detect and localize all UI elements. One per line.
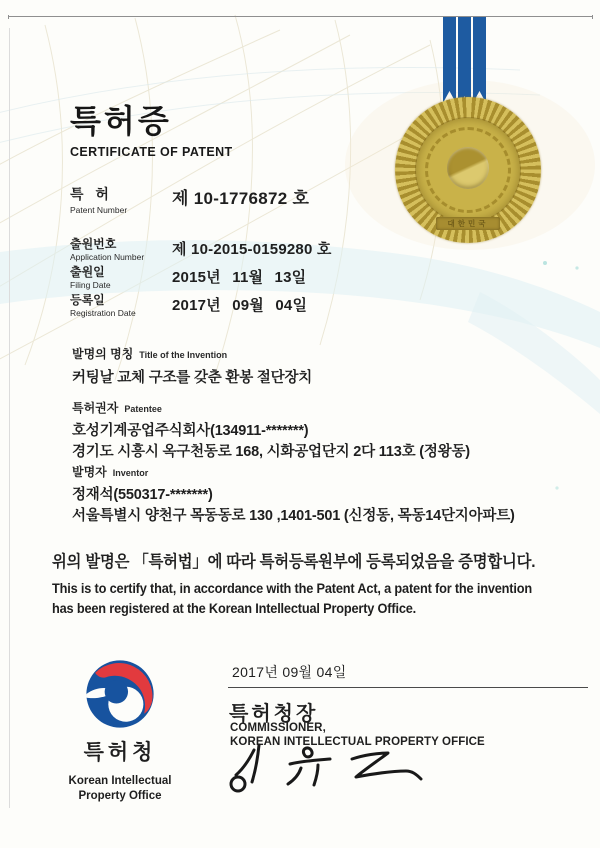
patent-number-label [70,184,127,215]
invention-title: 커팅날 교체 구조를 갖춘 환봉 절단장치 [72,370,313,386]
statement-ko: 위의 발명은 「특허법」에 따라 특허등록원부에 등록되었음을 증명합니다. [52,553,536,571]
patentee-label [72,399,470,416]
patentee-label-en: Patentee [124,404,162,414]
filing-date-label-ko: 출원일 [70,265,105,279]
scan-left-edge [9,28,10,808]
registration-date-label-en: Registration Date [70,308,136,318]
certificate-title-ko: 특허증 [70,103,172,139]
ribbon-stripe [458,17,471,109]
patent-number-value: 제 10-1776872 호 [172,189,310,208]
invention-section [72,345,312,389]
certification-statement [52,548,592,619]
commissioner-signature [226,742,426,802]
kipo-org-en-line1: Korean Intellectual [68,775,172,787]
commissioner-title-en-line2: KOREAN INTELLECTUAL PROPERTY OFFICE [230,736,485,748]
kipo-org-en-line2: Property Office [78,790,162,802]
commissioner-title-en-line1: COMMISSIONER, [230,722,326,734]
filing-date-label-en: Filing Date [70,280,111,290]
application-number-label-en: Application Number [70,252,145,262]
inventor-label-en: Inventor [112,468,149,478]
medal-banner-text: 대한민국 [447,219,489,228]
scan-top-rule [8,16,593,17]
ribbon-stripe [443,17,456,103]
patent-number-label-ko: 특 허 [70,186,113,202]
statement-en-line2: has been registered at the Korean Intellectual Property Office. [52,600,417,617]
patentee-section [72,399,470,463]
inventor-label [72,463,515,480]
filing-date-label [70,266,111,290]
invention-label [72,345,312,362]
gold-seal-medal [395,97,541,243]
medal-ribbon [443,17,486,109]
application-number-label-ko: 출원번호 [70,237,117,251]
registration-date-label [70,294,136,318]
registration-date-label-ko: 등록일 [70,293,105,307]
certificate-title-en: CERTIFICATE OF PATENT [70,145,233,159]
patentee-address: 경기도 시흥시 옥구천동로 168, 시화공업단지 2다 113호 (정왕동) [72,444,470,460]
medal-banner [436,217,500,230]
kipo-logo [83,656,157,732]
registration-date-value: 2017년 09월 04일 [172,297,308,314]
statement-en-line1: This is to certify that, in accordance with the Patent Act, a patent for the invention [52,581,532,597]
filing-date-value: 2015년 11월 13일 [172,269,307,286]
application-number-label [70,238,144,262]
invention-label-ko: 발명의 명칭 [72,347,134,361]
kipo-logo-text [50,736,190,804]
application-number-value: 제 10-2015-0159280 호 [172,241,332,258]
inventor-section [72,463,515,527]
invention-label-en: Title of the Invention [139,350,228,360]
issue-date: 2017년 09월 04일 [232,664,347,680]
signature-divider [228,687,588,688]
header [70,96,233,159]
kipo-org-ko: 특허청 [83,741,157,764]
patentee-name: 호성기계공업주식회사(134911-*******) [72,423,309,439]
patentee-label-ko: 특허권자 [72,401,119,415]
patent-number-label-en: Patent Number [70,205,128,215]
inventor-address: 서울특별시 양천구 목동동로 130 ,1401-501 (신정동, 목동14단지아파트) [72,508,515,524]
inventor-name: 정재석(550317-*******) [72,487,213,503]
inventor-label-ko: 발명자 [72,465,107,479]
commissioner-title-ko: 특허청장 [229,703,319,725]
medal-taegeuk-emblem [447,147,489,189]
ribbon-stripe [473,17,486,103]
